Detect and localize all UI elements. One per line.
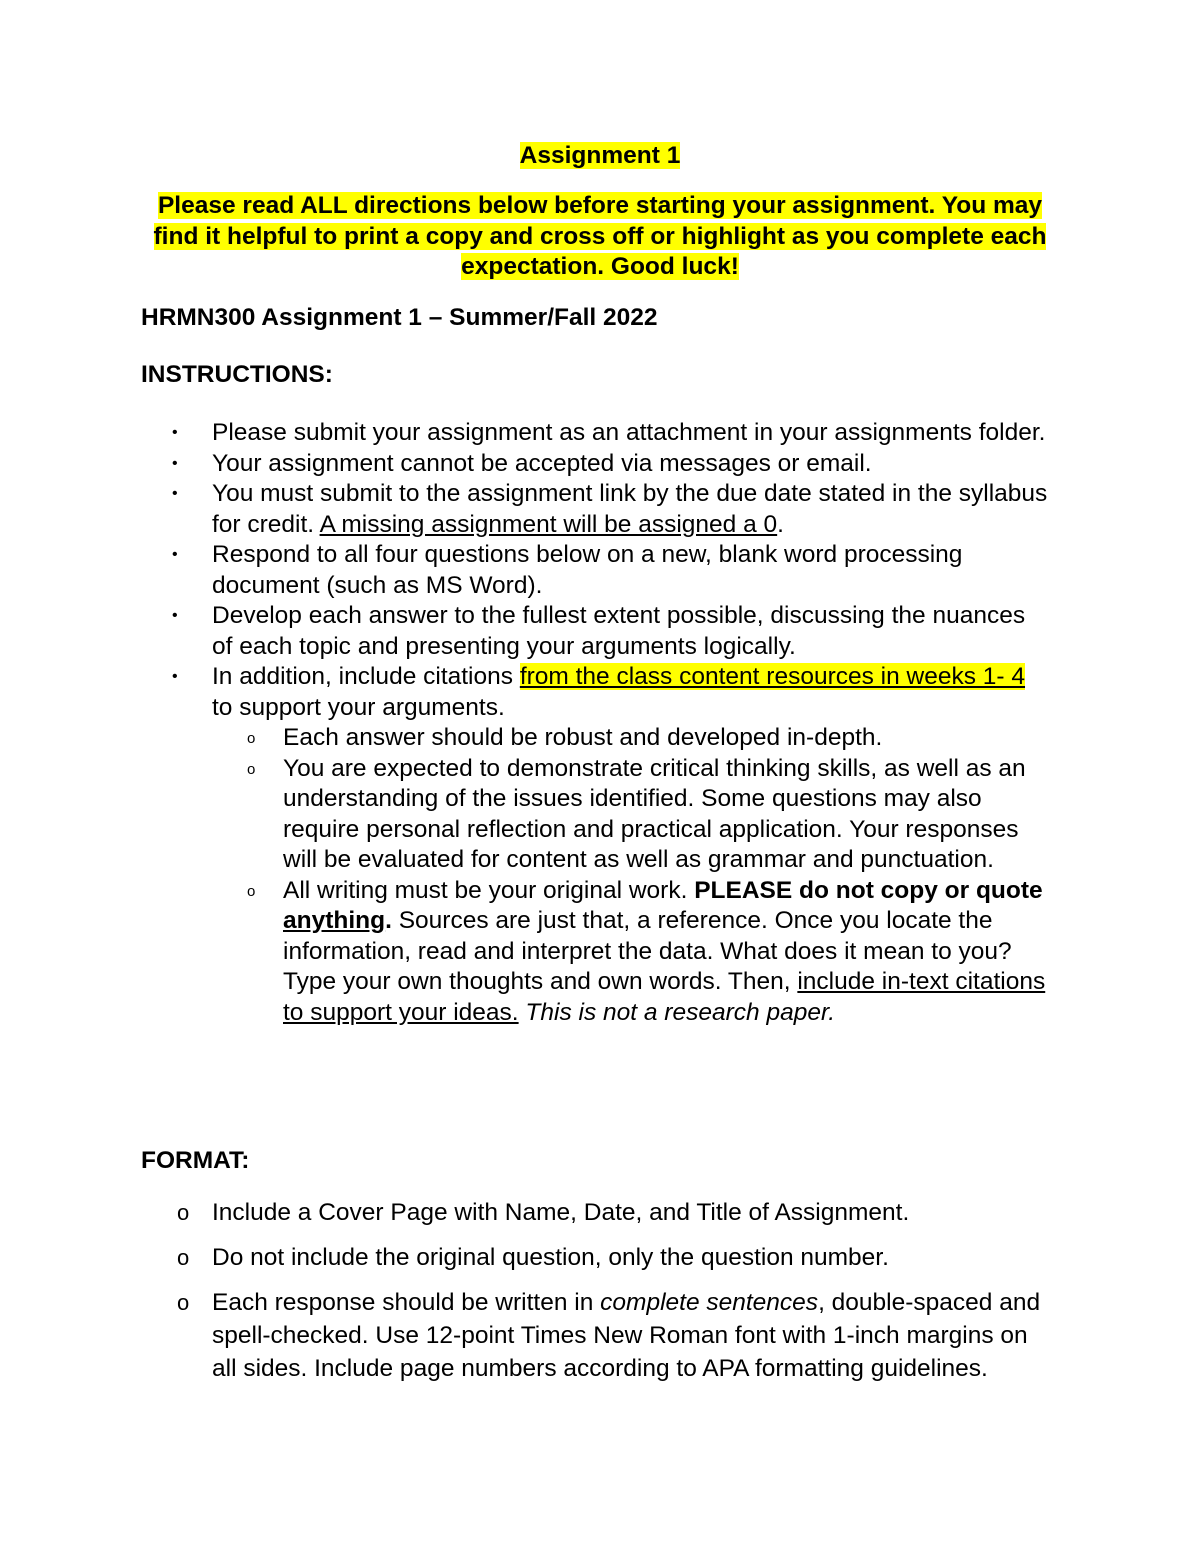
format-label: FORMAT: (141, 1147, 250, 1174)
list-item: o You are expected to demonstrate critical thinking skills, as well as an understanding of the issues identified. Some questions may also require personal reflection and practical application. Your responses will be evaluated for content as well as grammar and punctuation. (141, 754, 1050, 876)
list-item: o Each response should be written in complete sentences, double-spaced and spell-checked. Use 12-point Times New Roman font with 1-inch margins on all sides. Include page numbers according to APA formatting guidelines. (141, 1286, 1050, 1385)
list-item: • In addition, include citations from the class content resources in weeks 1- 4 to support your arguments. (141, 662, 1050, 723)
intro-block (140, 191, 1060, 283)
list-item: • Develop each answer to the fullest extent possible, discussing the nuances of each topic and presenting your arguments logically. (141, 601, 1050, 662)
page-title: Assignment 1 (519, 142, 681, 169)
assignment-heading: HRMN300 Assignment 1 – Summer/Fall 2022 (141, 304, 658, 331)
list-item: o Each answer should be robust and developed in-depth. (141, 723, 1050, 754)
list-item: o Do not include the original question, only the question number. (141, 1241, 1050, 1274)
sub-list (141, 723, 1050, 1028)
title-block (100, 141, 1100, 172)
instructions-list (141, 418, 1050, 1028)
list-item: • Please submit your assignment as an attachment in your assignments folder. (141, 418, 1050, 449)
list-item: • You must submit to the assignment link by the due date stated in the syllabus for credit. A missing assignment will be assigned a 0. (141, 479, 1050, 540)
list-item: • Your assignment cannot be accepted via messages or email. (141, 449, 1050, 480)
list-item: o Include a Cover Page with Name, Date, and Title of Assignment. (141, 1196, 1050, 1229)
instructions-label: INSTRUCTIONS: (141, 361, 333, 388)
format-list (141, 1196, 1050, 1397)
highlighted-weeks: from the class content resources in weeks 1- 4 (519, 663, 1026, 690)
list-item: • Respond to all four questions below on a new, blank word processing document (such as MS Word). (141, 540, 1050, 601)
intro-text: Please read ALL directions below before starting your assignment. You may find it helpful to print a copy and cross off or highlight as you complete each expectation. Good luck! (153, 192, 1047, 280)
list-item: o All writing must be your original work. PLEASE do not copy or quote anything. Sources are just that, a reference. Once you locate the information, read and interpret the data. What does it mean to you? Type your own thoughts and own words. Then, include in-text citations to support your ideas. This is not a research paper. (141, 876, 1050, 1029)
